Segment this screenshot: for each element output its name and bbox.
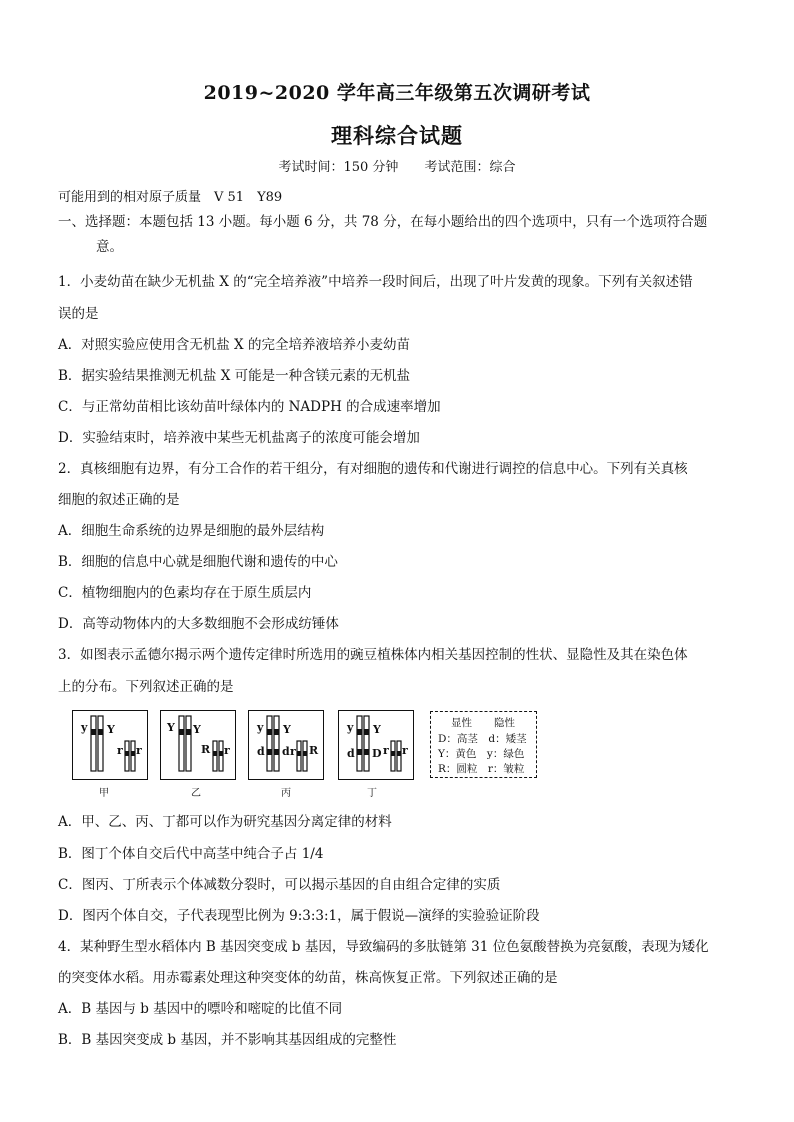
q2-option-b: B．细胞的信息中心就是细胞代谢和遗传的中心 bbox=[58, 554, 338, 570]
gene-label: D bbox=[372, 747, 382, 760]
exam-time: 考试时间：150 分钟 bbox=[278, 160, 399, 175]
q3-option-d: D．图丙个体自交，子代表现型比例为 9:3:3:1，属于假说—演绎的实验验证阶段 bbox=[58, 908, 540, 924]
q1-option-c: C．与正常幼苗相比该幼苗叶绿体内的 NADPH 的合成速率增加 bbox=[58, 399, 441, 415]
gene-label: y bbox=[257, 721, 264, 734]
figure-legend bbox=[430, 711, 537, 778]
gene-label: r bbox=[117, 744, 123, 757]
legend-dominant-heading: 显性 bbox=[451, 717, 472, 729]
q3-option-c: C．图丙、丁所表示个体减数分裂时，可以揭示基因的自由组合定律的实质 bbox=[58, 877, 501, 893]
section-instructions-line1: 一、选择题：本题包括 13 小题。每小题 6 分，共 78 分，在每小题给出的四个选项中，只有一个选项符合题 bbox=[58, 214, 708, 230]
gene-label: Y bbox=[283, 723, 291, 736]
gene-label: d bbox=[257, 745, 265, 758]
q4-stem-line1: 4．某种野生型水稻体内 B 基因突变成 b 基因，导致编码的多肽链第 31 位色氨酸替换为亮氨酸，表现为矮化 bbox=[58, 939, 709, 955]
q2-option-d: D．高等动物体内的大多数细胞不会形成纺锤体 bbox=[58, 616, 339, 632]
gene-label: d bbox=[347, 747, 355, 760]
q1-stem-line1: 1．小麦幼苗在缺少无机盐 X 的“完全培养液”中培养一段时间后，出现了叶片发黄的现象。下列有关叙述错 bbox=[58, 274, 693, 290]
figure-label-jia: 甲 bbox=[99, 788, 109, 799]
q4-option-a: A．B 基因与 b 基因中的嘌呤和嘧啶的比值不同 bbox=[58, 1001, 343, 1017]
figure-panel-yi bbox=[160, 710, 236, 780]
gene-label: Y bbox=[107, 723, 115, 736]
q3-option-a: A．甲、乙、丙、丁都可以作为研究基因分离定律的材料 bbox=[58, 814, 392, 830]
gene-label: Y bbox=[373, 723, 381, 736]
figure-label-ding: 丁 bbox=[367, 788, 377, 799]
gene-label: y bbox=[347, 721, 354, 734]
gene-label: r bbox=[224, 744, 230, 757]
q4-stem-line2: 的突变体水稻。用赤霉素处理这种突变体的幼苗，株高恢复正常。下列叙述正确的是 bbox=[58, 970, 558, 986]
legend-row-color: Y：黄色 y：绿色 bbox=[438, 748, 525, 760]
exam-meta bbox=[0, 156, 794, 175]
legend-row-height: D：高茎 d：矮茎 bbox=[438, 733, 527, 745]
q1-option-b: B．据实验结果推测无机盐 X 可能是一种含镁元素的无机盐 bbox=[58, 368, 411, 384]
q1-stem-line2: 误的是 bbox=[58, 306, 99, 322]
q2-option-c: C．植物细胞内的色素均存在于原生质层内 bbox=[58, 585, 312, 601]
gene-label: r bbox=[290, 745, 296, 758]
gene-label: r bbox=[136, 744, 142, 757]
legend-recessive-heading: 隐性 bbox=[494, 717, 515, 729]
q2-option-a: A．细胞生命系统的边界是细胞的最外层结构 bbox=[58, 523, 325, 539]
gene-label: R bbox=[201, 743, 211, 756]
q3-option-b: B．图丁个体自交后代中高茎中纯合子占 1/4 bbox=[58, 846, 324, 862]
gene-label: r bbox=[402, 744, 408, 757]
q4-option-b: B．B 基因突变成 b 基因，并不影响其基因组成的完整性 bbox=[58, 1032, 397, 1048]
figure-panel-jia bbox=[72, 710, 148, 780]
atomic-mass-note: 可能用到的相对原子质量 V 51 Y89 bbox=[58, 190, 283, 205]
figure-label-yi: 乙 bbox=[191, 788, 201, 799]
gene-label: Y bbox=[193, 723, 201, 736]
figure-panel-bing bbox=[248, 710, 324, 780]
q3-stem-line1: 3．如图表示孟德尔揭示两个遗传定律时所选用的豌豆植株体内相关基因控制的性状、显隐性及其在染色体 bbox=[58, 647, 688, 663]
q1-option-a: A．对照实验应使用含无机盐 X 的完全培养液培养小麦幼苗 bbox=[58, 337, 410, 353]
q2-stem-line2: 细胞的叙述正确的是 bbox=[58, 492, 180, 508]
section-instructions-line2: 意。 bbox=[96, 239, 123, 255]
exam-subtitle: 理科综合试题 bbox=[331, 123, 463, 148]
exam-title: 2019~2020 学年高三年级第五次调研考试 bbox=[203, 82, 591, 104]
gene-label: y bbox=[81, 721, 88, 734]
gene-label: Y bbox=[167, 721, 175, 734]
q3-stem-line2: 上的分布。下列叙述正确的是 bbox=[58, 679, 234, 695]
gene-label: R bbox=[309, 744, 319, 757]
gene-label: d bbox=[282, 745, 290, 758]
gene-label: r bbox=[383, 744, 389, 757]
legend-row-shape: R：圆粒 r：皱粒 bbox=[438, 763, 525, 775]
q2-stem-line1: 2．真核细胞有边界，有分工合作的若干组分，有对细胞的遗传和代谢进行调控的信息中心。下列有关真核 bbox=[58, 461, 688, 477]
figure-panel-ding bbox=[338, 710, 414, 780]
figure-label-bing: 丙 bbox=[281, 788, 291, 799]
q1-option-d: D．实验结束时，培养液中某些无机盐离子的浓度可能会增加 bbox=[58, 430, 420, 446]
exam-scope: 考试范围：综合 bbox=[424, 160, 516, 175]
